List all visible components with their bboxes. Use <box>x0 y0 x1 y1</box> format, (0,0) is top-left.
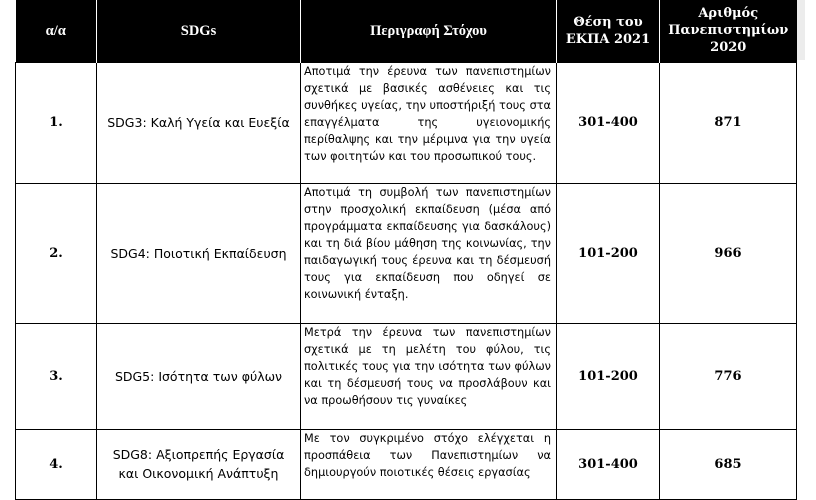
row-number: 4. <box>16 429 97 499</box>
page-edge-strip <box>796 0 805 60</box>
sdg-name: SDG8: Αξιοπρεπής Εργασία και Οικονομική Ανάπτυξη <box>97 429 301 499</box>
position-2021: 301-400 <box>557 62 660 183</box>
universities-count-2020: 871 <box>660 62 797 183</box>
row-number: 2. <box>16 183 97 323</box>
universities-count-2020: 776 <box>660 323 797 429</box>
position-2021: 101-200 <box>557 323 660 429</box>
universities-count-2020: 685 <box>660 429 797 499</box>
sdg-ranking-table <box>15 0 797 500</box>
sdg-description: Αποτιμά την έρευνα των πανεπιστημίων σχετικά με βασικές ασθένειες και τις συνθήκες υγείας, την υποστήριξή τους στα επαγγέλματα της υγειονομικής περίθαλψης και την μέριμνα για την υγεία των φοιτητών και του προσωπικού τους. <box>301 62 557 183</box>
sdg-name: SDG3: Καλή Υγεία και Ευεξία <box>97 62 301 183</box>
sdg-description: Αποτιμά τη συμβολή των πανεπιστημίων στην προσχολική εκπαίδευση (μέσα από προγράμματα εκπαίδευσης για δασκάλους) και τη διά βίου μάθηση της κοινωνίας, την παιδαγωγική τους έρευνα και τη δέσμευσή τους για εκπαίδευση που οδηγεί σε κοινωνική ένταξη. <box>301 183 557 323</box>
sdg-description: Μετρά την έρευνα των πανεπιστημίων σχετικά με τη μελέτη του φύλου, τις πολιτικές τους για την ισότητα των φύλων και τη δέσμευσή τους να προσλάβουν και να προωθήσουν τις γυναίκες <box>301 323 557 429</box>
sdg-name: SDG5: Ισότητα των φύλων <box>97 323 301 429</box>
header-index: α/α <box>16 0 97 62</box>
table-row <box>16 183 797 323</box>
header-position: Θέση του ΕΚΠΑ 2021 <box>557 0 660 62</box>
universities-count-2020: 966 <box>660 183 797 323</box>
table-header-row <box>16 0 797 62</box>
row-number: 3. <box>16 323 97 429</box>
header-total: Αριθμός Πανεπιστημίων 2020 <box>660 0 797 62</box>
position-2021: 101-200 <box>557 183 660 323</box>
position-2021: 301-400 <box>557 429 660 499</box>
sdg-name: SDG4: Ποιοτική Εκπαίδευση <box>97 183 301 323</box>
row-number: 1. <box>16 62 97 183</box>
table-row <box>16 62 797 183</box>
header-description: Περιγραφή Στόχου <box>301 0 557 62</box>
table-row <box>16 429 797 499</box>
header-sdgs: SDGs <box>97 0 301 62</box>
table-row <box>16 323 797 429</box>
sdg-description: Με τον συγκριμένο στόχο ελέγχεται η προσπάθεια των Πανεπιστημίων να δημιουργούν ποιοτικές θέσεις εργασίας <box>301 429 557 499</box>
